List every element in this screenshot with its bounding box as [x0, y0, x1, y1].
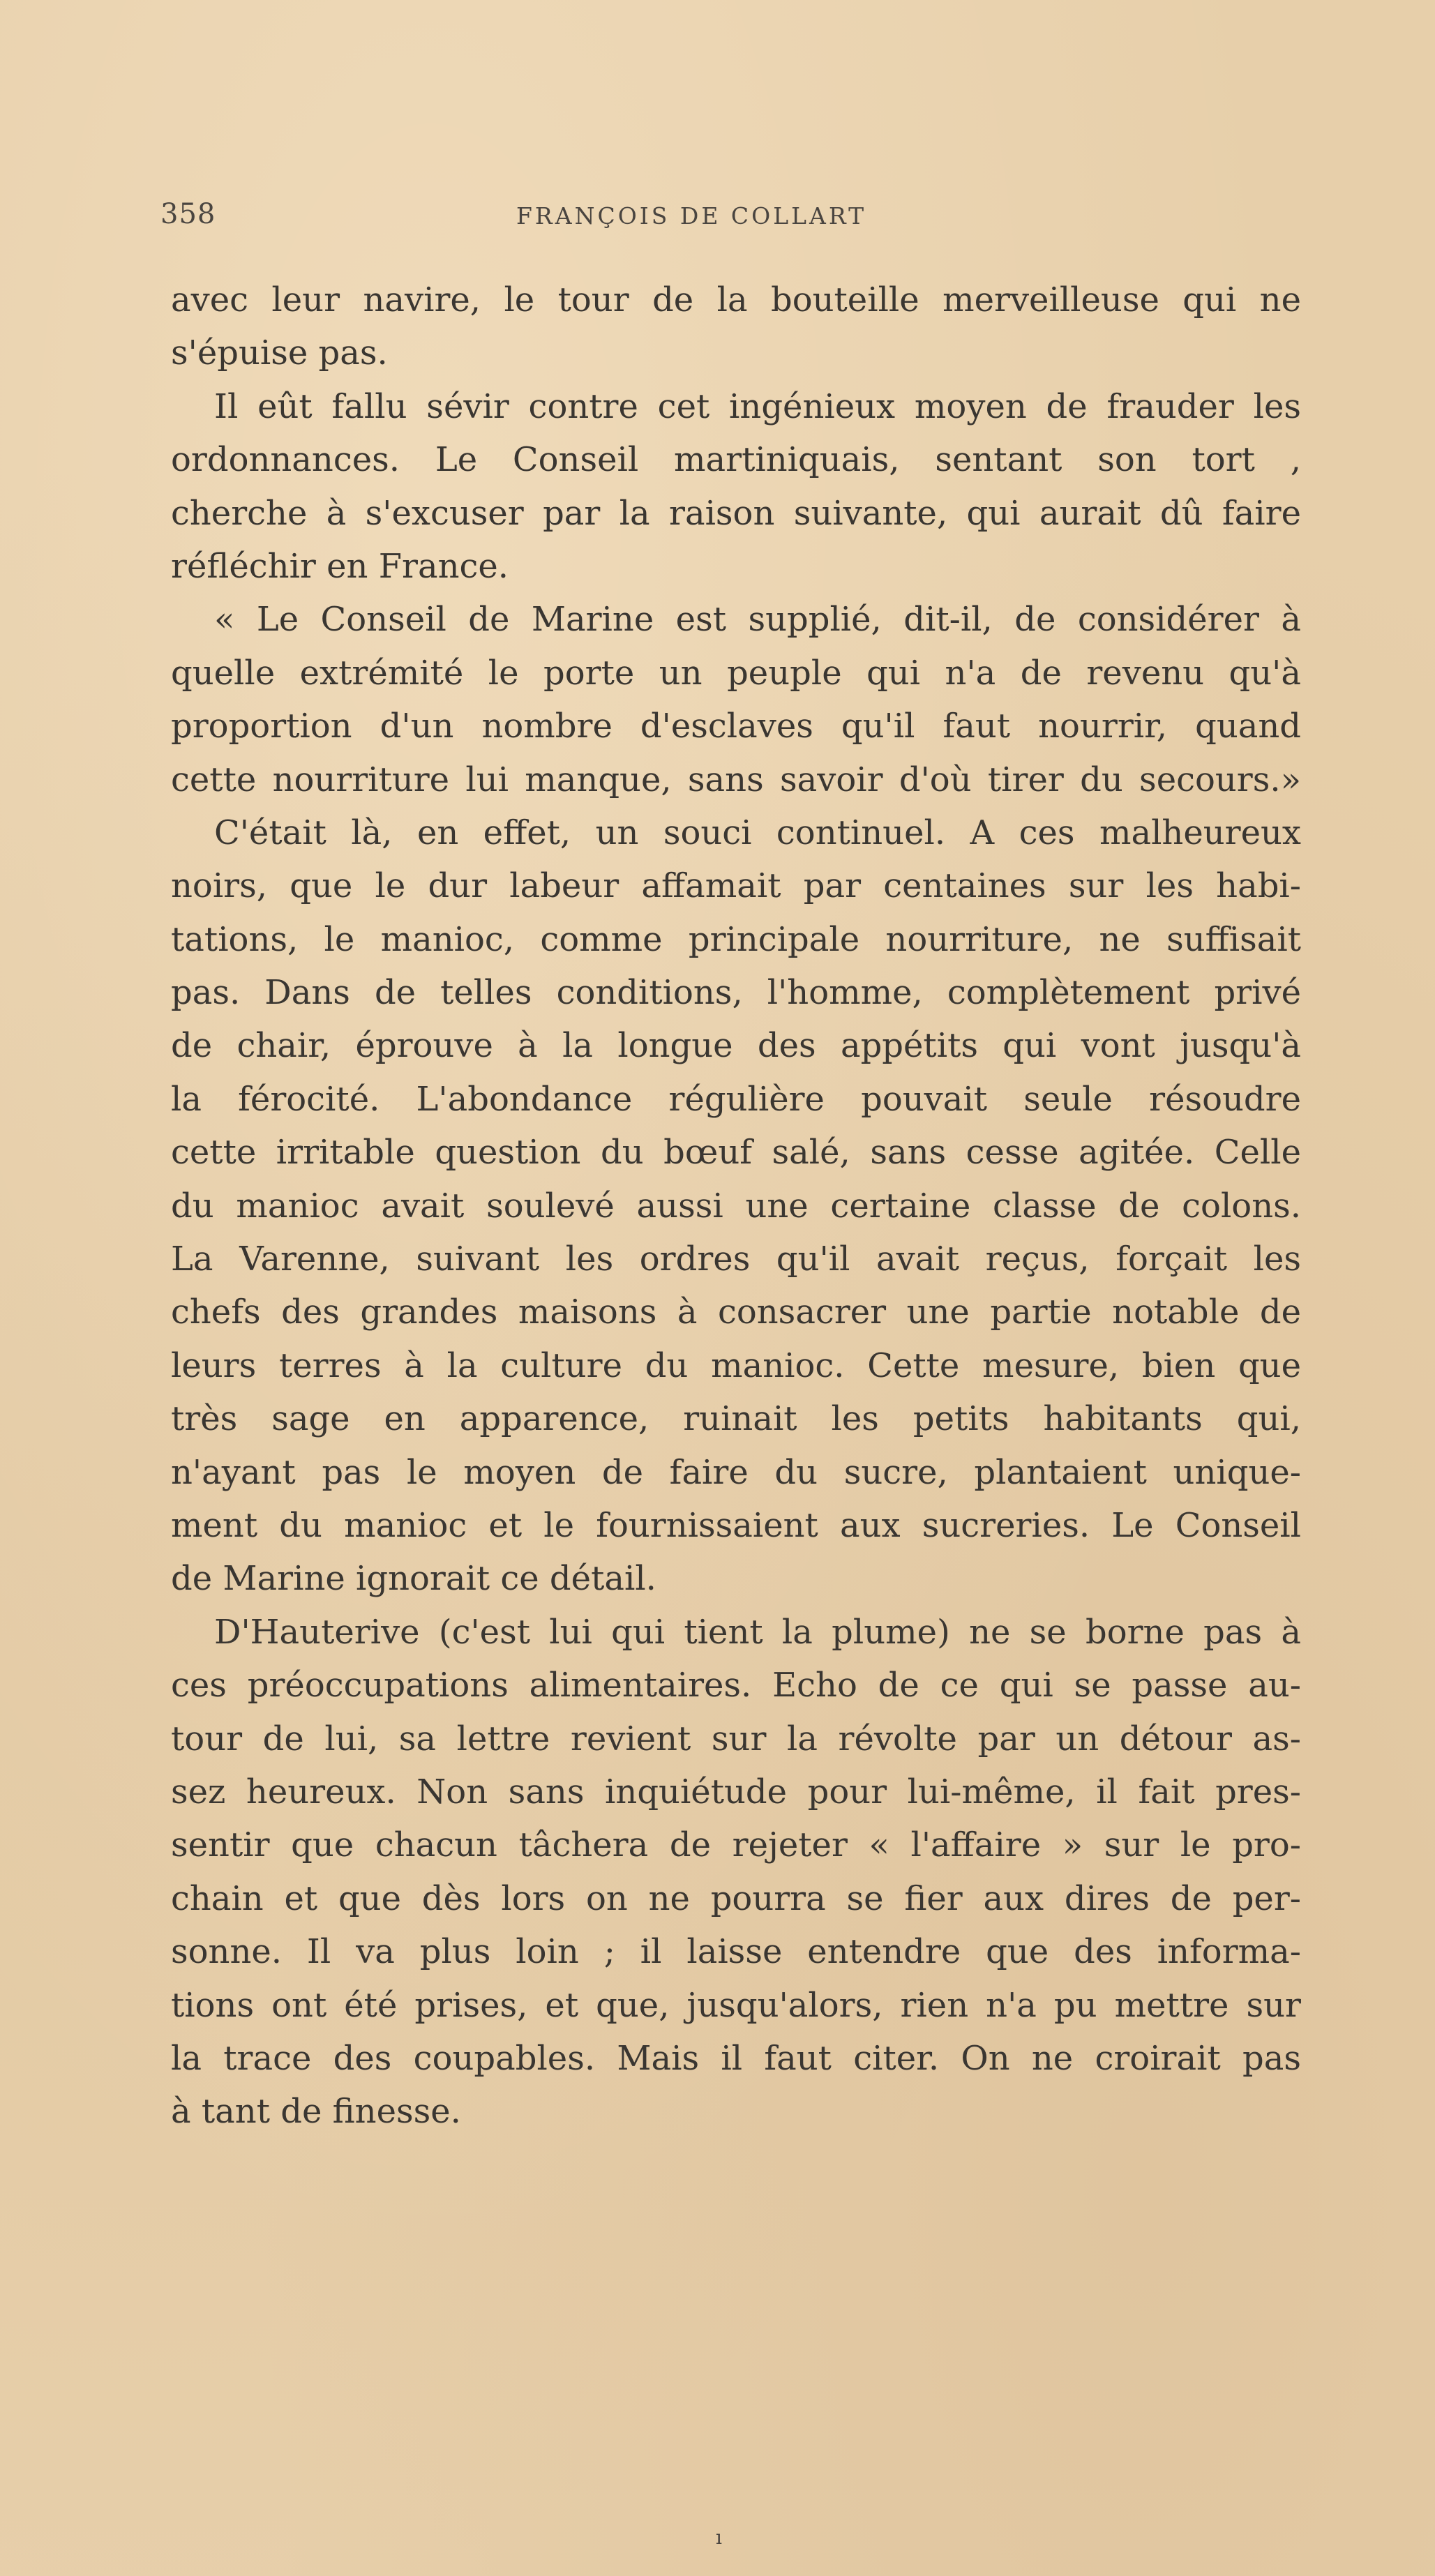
- text-line: cette irritable question du bœuf salé, sans cesse agitée. Celle: [171, 1133, 1301, 1173]
- text-line: sentir que chacun tâchera de rejeter « l'affaire » sur le pro-: [171, 1825, 1301, 1865]
- text-line: s'épuise pas.: [171, 333, 388, 373]
- text-line: pas. Dans de telles conditions, l'homme, complètement privé: [171, 973, 1301, 1013]
- text-line: n'ayant pas le moyen de faire du sucre, plantaient unique-: [171, 1452, 1301, 1492]
- text-line: D'Hauterive (c'est lui qui tient la plume) ne se borne pas à: [214, 1612, 1301, 1652]
- running-head: [160, 198, 1291, 233]
- text-line: réfléchir en France.: [171, 546, 509, 586]
- text-line: quelle extrémité le porte un peuple qui n'a de revenu qu'à: [171, 653, 1301, 693]
- text-line: tations, le manioc, comme principale nourriture, ne suffisait: [171, 919, 1301, 959]
- running-title: FRANÇOIS DE COLLART: [516, 202, 867, 229]
- text-line: tour de lui, sa lettre revient sur la révolte par un détour as-: [171, 1719, 1301, 1758]
- text-line: ordonnances. Le Conseil martiniquais, sentant son tort ,: [171, 440, 1301, 480]
- text-line: cherche à s'excuser par la raison suivante, qui aurait dû faire: [171, 493, 1301, 533]
- text-line: chain et que dès lors on ne pourra se fier aux dires de per-: [171, 1878, 1301, 1918]
- text-line: sonne. Il va plus loin ; il laisse entendre que des informa-: [171, 1932, 1301, 1972]
- text-line: tions ont été prises, et que, jusqu'alors, rien n'a pu mettre sur: [171, 1985, 1301, 2025]
- text-line: avec leur navire, le tour de la bouteille merveilleuse qui ne: [171, 280, 1301, 319]
- text-line: du manioc avait soulevé aussi une certaine classe de colons.: [171, 1186, 1301, 1226]
- text-line: cette nourriture lui manque, sans savoir d'où tirer du secours.»: [171, 760, 1301, 799]
- text-line: la trace des coupables. Mais il faut citer. On ne croirait pas: [171, 2038, 1301, 2078]
- text-line: La Varenne, suivant les ordres qu'il avait reçus, forçait les: [171, 1240, 1301, 1279]
- text-line: C'était là, en effet, un souci continuel. A ces malheureux: [214, 813, 1301, 852]
- text-line: leurs terres à la culture du manioc. Cette mesure, bien que: [171, 1346, 1301, 1385]
- text-line: proportion d'un nombre d'esclaves qu'il faut nourrir, quand: [171, 707, 1301, 746]
- text-line: sez heureux. Non sans inquiétude pour lui-même, il fait pres-: [171, 1772, 1301, 1812]
- text-line: à tant de finesse.: [171, 2092, 461, 2132]
- text-line: de Marine ignorait ce détail.: [171, 1559, 656, 1599]
- body-text: [171, 273, 1301, 2139]
- text-line: Il eût fallu sévir contre cet ingénieux moyen de frauder les: [214, 386, 1301, 426]
- text-line: très sage en apparence, ruinait les petits habitants qui,: [171, 1399, 1301, 1439]
- text-line: chefs des grandes maisons à consacrer une partie notable de: [171, 1293, 1301, 1332]
- page-number: 358: [160, 198, 216, 230]
- text-line: ces préoccupations alimentaires. Echo de ce qui se passe au-: [171, 1666, 1301, 1705]
- bottom-mark: ı: [716, 2526, 722, 2549]
- text-line: « Le Conseil de Marine est supplié, dit-il, de considérer à: [214, 600, 1301, 640]
- text-line: la férocité. L'abondance régulière pouvait seule résoudre: [171, 1079, 1301, 1119]
- text-line: de chair, éprouve à la longue des appétits qui vont jusqu'à: [171, 1026, 1301, 1066]
- text-line: noirs, que le dur labeur affamait par centaines sur les habi-: [171, 866, 1301, 906]
- text-line: ment du manioc et le fournissaient aux sucreries. Le Conseil: [171, 1505, 1301, 1545]
